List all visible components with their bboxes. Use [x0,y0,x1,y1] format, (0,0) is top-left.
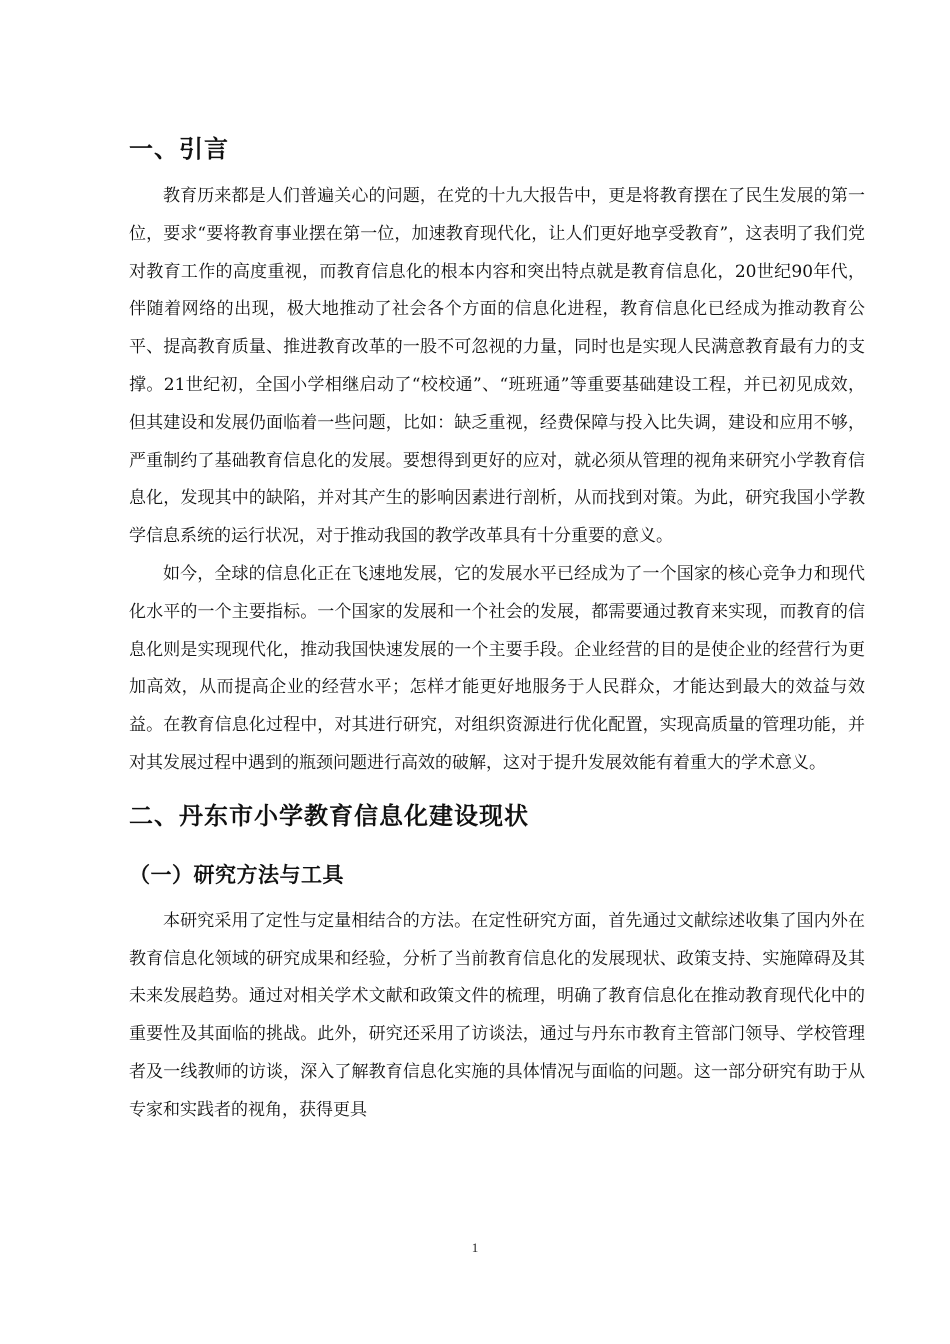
section-heading-current-status: 二、丹东市小学教育信息化建设现状 [129,801,529,830]
page-number: 1 [471,1240,479,1255]
subsection-heading-methods: （一）研究方法与工具 [129,862,344,887]
body-paragraph: 本研究采用了定性与定量相结合的方法。在定性研究方面，首先通过文献综述收集了国内外在教育信息化领域的研究成果和经验，分析了当前教育信息化的发展现状、政策支持、实施障碍及其未来发展趋势。通过对相关学术文献和政策文件的梳理，明确了教育信息化在推动教育现代化中的重要性及其面临的挑战。此外，研究还采用了访谈法，通过与丹东市教育主管部门领导、学校管理者及一线教师的访谈，深入了解教育信息化实施的具体情况与面临的问题。这一部分研究有助于从专家和实践者的视角，获得更具 [129,910,865,1120]
section-heading-introduction: 一、引言 [129,135,229,163]
page-content [129,130,865,1130]
body-paragraph: 如今，全球的信息化正在飞速地发展，它的发展水平已经成为了一个国家的核心竞争力和现代化水平的一个主要指标。一个国家的发展和一个社会的发展，都需要通过教育来实现，而教育的信息化则是实现现代化，推动我国快速发展的一个主要手段。企业经营的目的是使企业的经营行为更加高效，从而提高企业的经营水平；怎样才能更好地服务于人民群众，才能达到最大的效益与效益。在教育信息化过程中，对其进行研究，对组织资源进行优化配置，实现高质量的管理功能，并对其发展过程中遇到的瓶颈问题进行高效的破解，这对于提升发展效能有着重大的学术意义。 [129,563,865,773]
body-paragraph: 教育历来都是人们普遍关心的问题，在党的十九大报告中，更是将教育摆在了民生发展的第一位，要求“要将教育事业摆在第一位，加速教育现代化，让人们更好地享受教育”，这表明了我们党对教育工作的高度重视，而教育信息化的根本内容和突出特点就是教育信息化，20世纪90年代，伴随着网络的出现，极大地推动了社会各个方面的信息化进程，教育信息化已经成为推动教育公平、提高教育质量、推进教育改革的一股不可忽视的力量，同时也是实现人民满意教育最有力的支撑。21世纪初，全国小学相继启动了“校校通”、“班班通”等重要基础建设工程，并已初见成效，但其建设和发展仍面临着一些问题，比如：缺乏重视，经费保障与投入比失调，建设和应用不够，严重制约了基础教育信息化的发展。要想得到更好的应对，就必须从管理的视角来研究小学教育信息化，发现其中的缺陷，并对其产生的影响因素进行剖析，从而找到对策。为此，研究我国小学教学信息系统的运行状况，对于推动我国的教学改革具有十分重要的意义。 [129,186,865,547]
